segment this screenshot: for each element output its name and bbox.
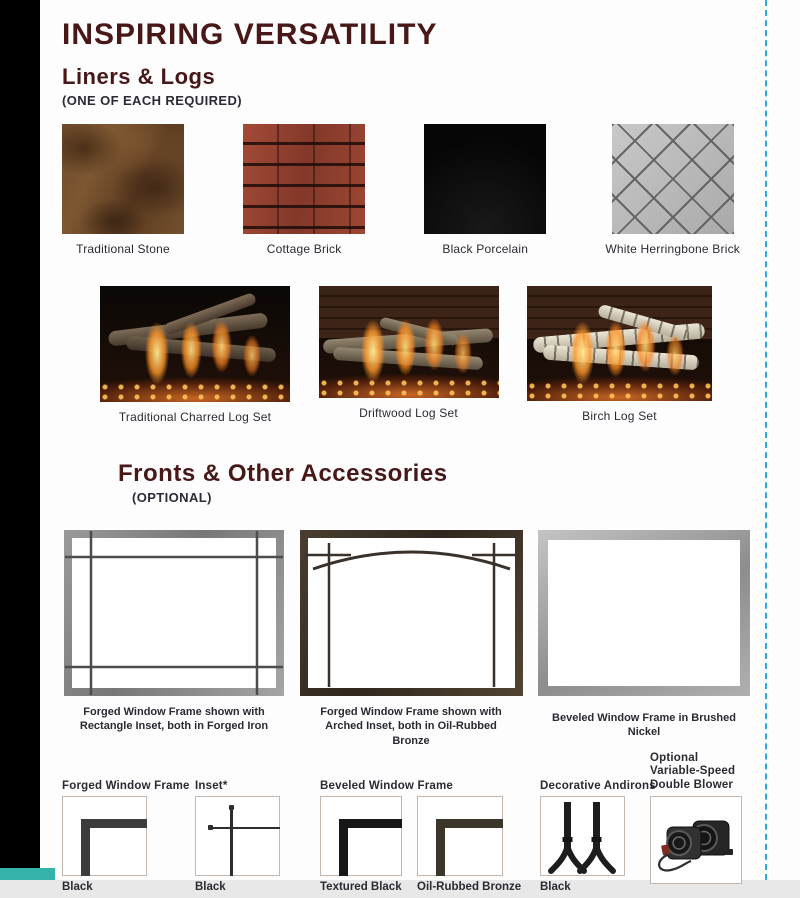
textured-black-corner-image: [320, 796, 402, 876]
accessories-row: [62, 752, 754, 898]
left-black-margin-bar: [0, 0, 40, 868]
beveled-nickel-frame-image: [537, 529, 751, 697]
accessory-double-blower: [650, 752, 750, 884]
cross-vertical-bar: [230, 808, 233, 876]
accessory-title: Forged Window Frame: [62, 779, 190, 792]
log-set-birch: [527, 286, 712, 424]
accessory-title: Optional Variable-Speed Double Blower: [650, 752, 736, 791]
arched-inset-lines: [299, 529, 524, 697]
accessory-finish: Black: [62, 880, 93, 893]
andirons-image: [540, 796, 625, 876]
forged-frame-corner-image: [62, 796, 147, 876]
right-dashed-cut-guide: [765, 0, 767, 880]
frame-metal: [538, 530, 750, 696]
liners-logs-note: (ONE OF EACH REQUIRED): [62, 93, 242, 108]
rectangle-inset-lines: [63, 529, 285, 697]
accessory-finish: Textured Black: [320, 880, 402, 893]
accessory-beveled-window-frame: [320, 764, 521, 893]
liner-white-herringbone: [605, 124, 740, 256]
liner-traditional-stone: [62, 124, 184, 256]
driftwood-log-set-image: [319, 286, 499, 398]
liner-cottage-brick: [243, 124, 365, 256]
corner-shape: [81, 819, 147, 876]
white-herringbone-image: [612, 124, 734, 234]
log-set-driftwood: [319, 286, 499, 424]
black-porcelain-image: [424, 124, 546, 234]
accessory-title: Inset*: [195, 779, 228, 792]
cottage-brick-image: [243, 124, 365, 234]
beveled-frame-finishes: [320, 792, 521, 893]
front-frame-row: [62, 529, 754, 748]
accessory-forged-window-frame: [62, 764, 190, 893]
accessory-finish: Black: [540, 880, 571, 893]
log-set-caption: Traditional Charred Log Set: [118, 410, 272, 424]
liner-black-porcelain: [424, 124, 546, 256]
andirons-drawing: [541, 797, 624, 875]
log-set-caption: Birch Log Set: [582, 409, 657, 423]
liners-logs-heading: Liners & Logs: [62, 64, 216, 89]
log-set-charred: [100, 286, 290, 424]
embers: [100, 382, 290, 402]
accessory-inset: [195, 764, 280, 893]
accessory-finish: Black: [195, 880, 226, 893]
embers: [527, 381, 712, 401]
inset-cross-image: [195, 796, 280, 876]
finial-dot: [208, 825, 213, 830]
traditional-stone-image: [62, 124, 184, 234]
frame-caption: Beveled Window Frame in Brushed Nickel: [552, 712, 736, 739]
accessory-title: Decorative Andirons: [540, 779, 656, 792]
log-set-row: [100, 286, 712, 424]
embers: [319, 378, 499, 398]
page-content: [62, 18, 754, 898]
log-set-caption: Driftwood Log Set: [359, 406, 458, 420]
frame-forged-rectangle: [62, 529, 286, 748]
liner-caption: Cottage Brick: [266, 242, 342, 256]
liner-caption: Traditional Stone: [76, 242, 170, 256]
blower-drawing: [651, 797, 741, 883]
finial-dot: [229, 805, 234, 810]
accessory-finish: Oil-Rubbed Bronze: [417, 880, 522, 893]
fronts-note: (OPTIONAL): [132, 490, 212, 505]
beveled-oil-rubbed-bronze: [417, 792, 521, 893]
corner-shape: [436, 819, 503, 876]
frame-beveled-nickel: [536, 529, 752, 748]
frame-caption: Forged Window Frame shown with Rectangle Inset, both in Forged Iron: [79, 706, 269, 733]
fronts-heading: Fronts & Other Accessories: [118, 460, 448, 487]
frame-forged-arched: [299, 529, 523, 748]
liner-caption: White Herringbone Brick: [605, 242, 740, 256]
liner-swatch-row: [62, 124, 740, 256]
forged-rectangle-frame-image: [63, 529, 285, 697]
accessory-decorative-andirons: [540, 764, 656, 893]
accessory-title: Beveled Window Frame: [320, 779, 453, 792]
frame-opening: [548, 540, 740, 686]
cross-horizontal-bar: [211, 827, 280, 830]
page-title: INSPIRING VERSATILITY: [62, 18, 438, 51]
beveled-textured-black: [320, 792, 402, 893]
corner-shape: [339, 819, 402, 876]
forged-arched-frame-image: [299, 529, 524, 697]
bottom-left-teal-mark: [0, 868, 55, 880]
charred-log-set-image: [100, 286, 290, 402]
birch-log-set-image: [527, 286, 712, 401]
frame-caption: Forged Window Frame shown with Arched Inset, both in Oil-Rubbed Bronze: [320, 706, 502, 747]
oil-rubbed-bronze-corner-image: [417, 796, 503, 876]
double-blower-image: [650, 796, 742, 884]
liner-caption: Black Porcelain: [442, 242, 529, 256]
